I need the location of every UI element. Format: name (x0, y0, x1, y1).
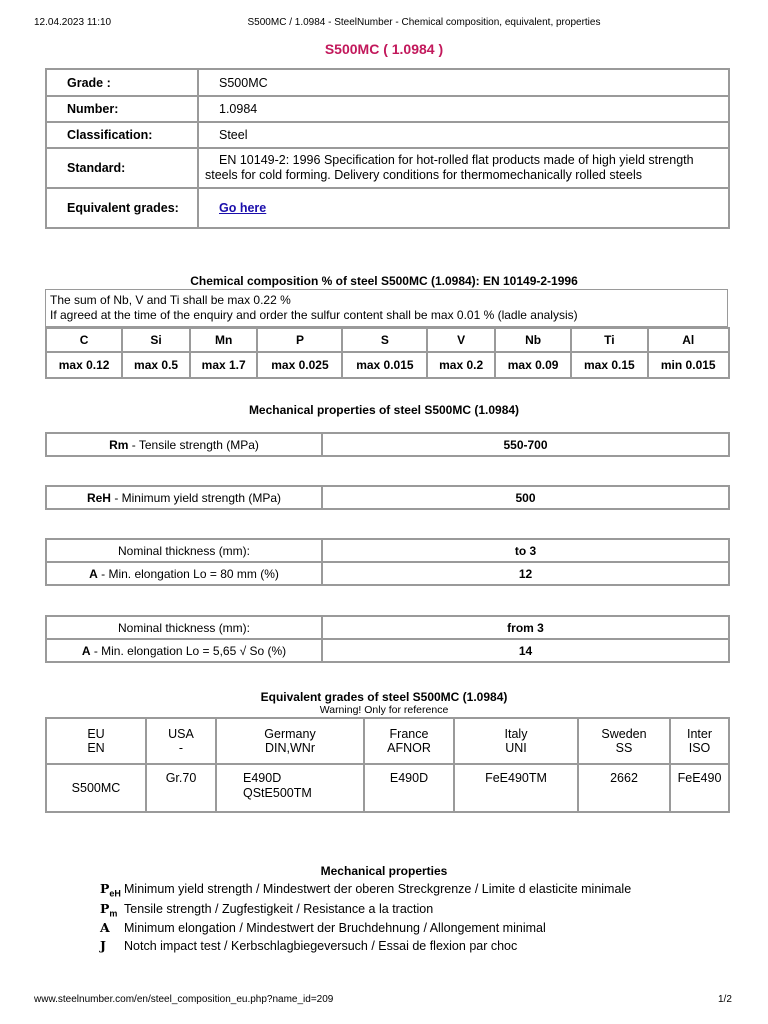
chemical-title: Chemical composition % of steel S500MC (1.0984): EN 10149-2-1996 (190, 274, 578, 288)
legend-title: Mechanical properties (320, 864, 448, 878)
legend-item-a: A Minimum elongation / Mindestwert der Bruchdehnung / Allongement minimal (100, 920, 546, 935)
eq-header-iso: Inter ISO (670, 718, 729, 764)
page-title: S500MC ( 1.0984 ) (324, 41, 444, 57)
eq-header-usa: USA - (146, 718, 216, 764)
grade-label: Grade : (46, 69, 198, 96)
yield-value: 500 (322, 486, 729, 509)
elongation-value-1: 12 (322, 562, 729, 585)
chemical-table (45, 327, 730, 379)
chem-header-ti: Ti (571, 328, 647, 352)
legend-item-rm: $P_m$ Tensile strength / Zugfestigkeit / Resistance a la traction (100, 901, 434, 919)
eq-italy-value: FeE490TM (454, 764, 578, 812)
tensile-label: Rm - Tensile strength (MPa) (46, 433, 322, 456)
chem-value-ti: max 0.15 (571, 352, 647, 378)
go-here-link[interactable]: Go here (219, 201, 267, 215)
chemical-note-line2: If agreed at the time of the enquiry and order the sulfur content shall be max 0.01 % (ladle analysis) (50, 308, 578, 322)
number-value: 1.0984 (198, 96, 729, 122)
eq-header-sweden: Sweden SS (578, 718, 670, 764)
chem-value-nb: max 0.09 (495, 352, 571, 378)
eq-sweden-value: 2662 (578, 764, 670, 812)
chem-value-c: max 0.12 (46, 352, 122, 378)
classification-value: Steel (198, 122, 729, 148)
chem-header-si: Si (122, 328, 190, 352)
grade-info-table (45, 68, 730, 229)
elongation-label-2: A - Min. elongation Lo = 5,65 √ So (%) (46, 639, 322, 662)
eq-iso-value: FeE490 (670, 764, 729, 812)
eq-usa-value: Gr.70 (146, 764, 216, 812)
chemical-note-line1: The sum of Nb, V and Ti shall be max 0.22 % (50, 293, 291, 307)
equivalents-title: Equivalent grades of steel S500MC (1.0984) (260, 690, 508, 704)
equivalents-table (45, 717, 730, 813)
eq-germany-value: E490D QStE500TM (216, 764, 364, 812)
chem-header-mn: Mn (190, 328, 258, 352)
tensile-table (45, 432, 730, 457)
standard-label: Standard: (46, 148, 198, 188)
chem-value-mn: max 1.7 (190, 352, 258, 378)
elongation-label-1: A - Min. elongation Lo = 80 mm (%) (46, 562, 322, 585)
elongation-table-2 (45, 615, 730, 663)
eq-eu-value: S500MC (46, 764, 146, 812)
thickness-label-1: Nominal thickness (mm): (46, 539, 322, 562)
print-header-title: S500MC / 1.0984 - SteelNumber - Chemical composition, equivalent, properties (247, 17, 601, 28)
footer-url: www.steelnumber.com/en/steel_composition_eu.php?name_id=209 (34, 994, 334, 1005)
legend-item-reh: $P_{eH}$ Minimum yield strength / Mindestwert der oberen Streckgrenze / Limite d elasticite minimale (100, 881, 632, 899)
chem-header-al: Al (648, 328, 730, 352)
legend-item-j: J Notch impact test / Kerbschlagbiegeversuch / Essai de flexion par choc (100, 938, 518, 953)
chem-header-nb: Nb (495, 328, 571, 352)
chem-header-c: C (46, 328, 122, 352)
print-date: 12.04.2023 11:10 (34, 17, 112, 28)
chem-header-p: P (257, 328, 342, 352)
tensile-value: 550-700 (322, 433, 729, 456)
thickness-value-2: from 3 (322, 616, 729, 639)
thickness-value-1: to 3 (322, 539, 729, 562)
chem-value-s: max 0.015 (342, 352, 427, 378)
chem-value-v: max 0.2 (427, 352, 495, 378)
mechanical-title: Mechanical properties of steel S500MC (1.0984) (248, 403, 520, 417)
eq-header-germany: Germany DIN,WNr (216, 718, 364, 764)
eq-header-france: France AFNOR (364, 718, 454, 764)
yield-table (45, 485, 730, 510)
chem-value-p: max 0.025 (257, 352, 342, 378)
number-label: Number: (46, 96, 198, 122)
footer-page-number: 1/2 (718, 994, 732, 1005)
chemical-note (45, 289, 728, 327)
chem-header-s: S (342, 328, 427, 352)
classification-label: Classification: (46, 122, 198, 148)
equivalents-warning: Warning! Only for reference (319, 704, 449, 716)
elongation-table-1 (45, 538, 730, 586)
grade-value: S500MC (198, 69, 729, 96)
eq-france-value: E490D (364, 764, 454, 812)
yield-label: ReH - Minimum yield strength (MPa) (46, 486, 322, 509)
thickness-label-2: Nominal thickness (mm): (46, 616, 322, 639)
chem-value-si: max 0.5 (122, 352, 190, 378)
standard-value: EN 10149-2: 1996 Specification for hot-rolled flat products made of high yield strength steels for cold forming. Delivery conditions for thermomechanically rolled steels (198, 148, 729, 188)
chem-value-al: min 0.015 (648, 352, 730, 378)
chem-header-v: V (427, 328, 495, 352)
elongation-value-2: 14 (322, 639, 729, 662)
eq-header-eu: EU EN (46, 718, 146, 764)
equivalent-label: Equivalent grades: (46, 188, 198, 228)
eq-header-italy: Italy UNI (454, 718, 578, 764)
